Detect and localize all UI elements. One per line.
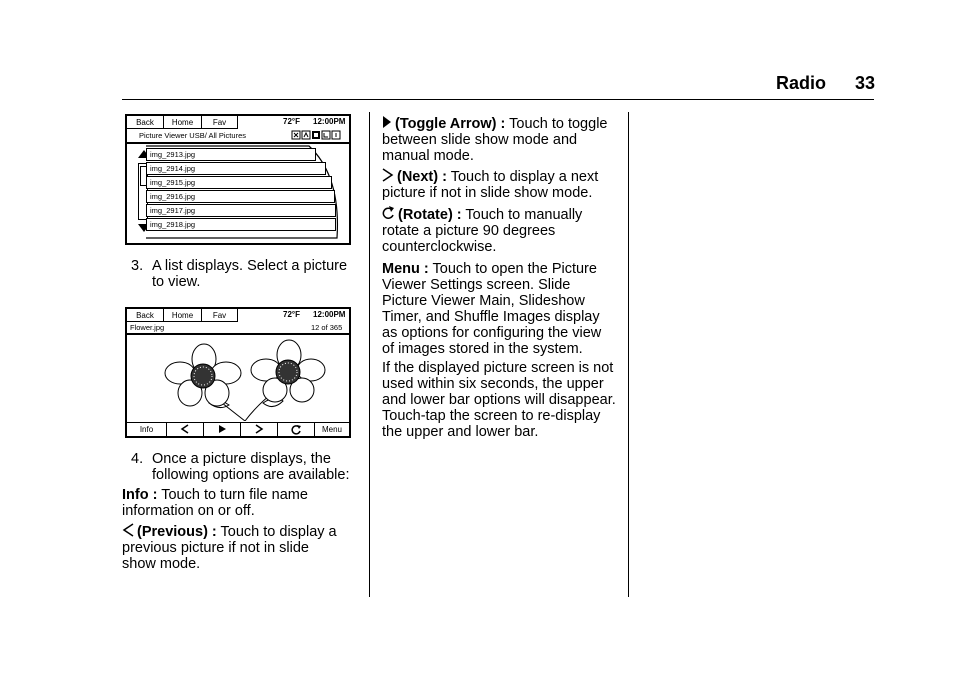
header-rule [122, 99, 874, 100]
temperature: 72°F [283, 117, 300, 126]
option-previous: (Previous) : Touch to display a previous picture if not in slide show mode. [122, 524, 337, 572]
home-button[interactable]: Home [164, 309, 202, 322]
step-number: 4. [131, 451, 144, 467]
next-button[interactable] [241, 422, 278, 436]
step-text: A list displays. Select a picture to view. [152, 258, 348, 290]
home-button[interactable]: Home [164, 116, 202, 129]
option-rotate: (Rotate) : Touch to manually rotate a picture 90 degrees counterclockwise. [382, 207, 583, 255]
rotate-button[interactable] [278, 422, 315, 436]
list-item[interactable]: img_2915.jpg [146, 176, 332, 189]
picture-counter: 12 of 365 [311, 323, 343, 332]
folder-path: Picture Viewer USB/ All Pictures [139, 131, 246, 140]
rotate-icon [291, 424, 302, 435]
display-timeout-note: If the displayed picture screen is not used within six seconds, the upper and lower bar options will disappear. Touch-tap the screen to re-display the upper and lower bar. [382, 360, 616, 440]
previous-button[interactable] [167, 422, 204, 436]
next-icon [254, 424, 264, 434]
list-item[interactable]: img_2913.jpg [146, 148, 316, 161]
previous-icon [180, 424, 190, 434]
list-item[interactable]: img_2917.jpg [146, 204, 336, 217]
column-divider-1 [369, 112, 370, 597]
play-icon [217, 424, 227, 434]
picture-filename: Flower.jpg [130, 323, 165, 332]
picture-view-screen [125, 307, 351, 438]
page-number: 33 [855, 73, 876, 93]
section-title: Radio [776, 73, 827, 93]
option-info: Info : Touch to turn file name information on or off. [122, 487, 308, 519]
clock: 12:00PM [313, 117, 346, 126]
column-divider-2 [628, 112, 629, 597]
step-text: Once a picture displays, the following options are available: [152, 451, 350, 483]
rotate-icon [382, 206, 395, 220]
option-next: (Next) : Touch to display a next picture if not in slide show mode. [382, 169, 599, 201]
fav-button[interactable]: Fav [202, 116, 238, 129]
previous-icon [122, 523, 134, 537]
list-item[interactable]: img_2914.jpg [146, 162, 326, 175]
info-button[interactable]: Info [127, 422, 167, 436]
option-label: Menu : [382, 261, 429, 277]
step-number: 3. [131, 258, 144, 274]
menu-button[interactable]: Menu [315, 422, 349, 436]
option-label: (Next) : [397, 169, 447, 185]
play-icon [382, 115, 392, 129]
option-label: (Rotate) : [398, 207, 462, 223]
option-label: (Previous) : [137, 524, 217, 540]
next-icon [382, 168, 394, 182]
list-item[interactable]: img_2916.jpg [146, 190, 335, 203]
option-toggle-arrow: (Toggle Arrow) : Touch to toggle between slide show mode and manual mode. [382, 116, 608, 164]
temperature: 72°F [283, 310, 300, 319]
fav-button[interactable]: Fav [202, 309, 238, 322]
list-item[interactable]: img_2918.jpg [146, 218, 336, 231]
option-label: (Toggle Arrow) : [395, 116, 506, 132]
clock: 12:00PM [313, 310, 346, 319]
flower-picture [157, 333, 327, 421]
back-button[interactable]: Back [127, 309, 164, 322]
option-menu: Menu : Touch to open the Picture Viewer Settings screen. Slide Picture Viewer Main, Slideshow Timer, and Shuffle Images display as options for configuring the view of images stored in the system. [382, 261, 602, 357]
option-label: Info : [122, 487, 158, 503]
back-button[interactable]: Back [127, 116, 164, 129]
picture-list-screen [125, 114, 351, 245]
toggle-arrow-button[interactable] [204, 422, 241, 436]
